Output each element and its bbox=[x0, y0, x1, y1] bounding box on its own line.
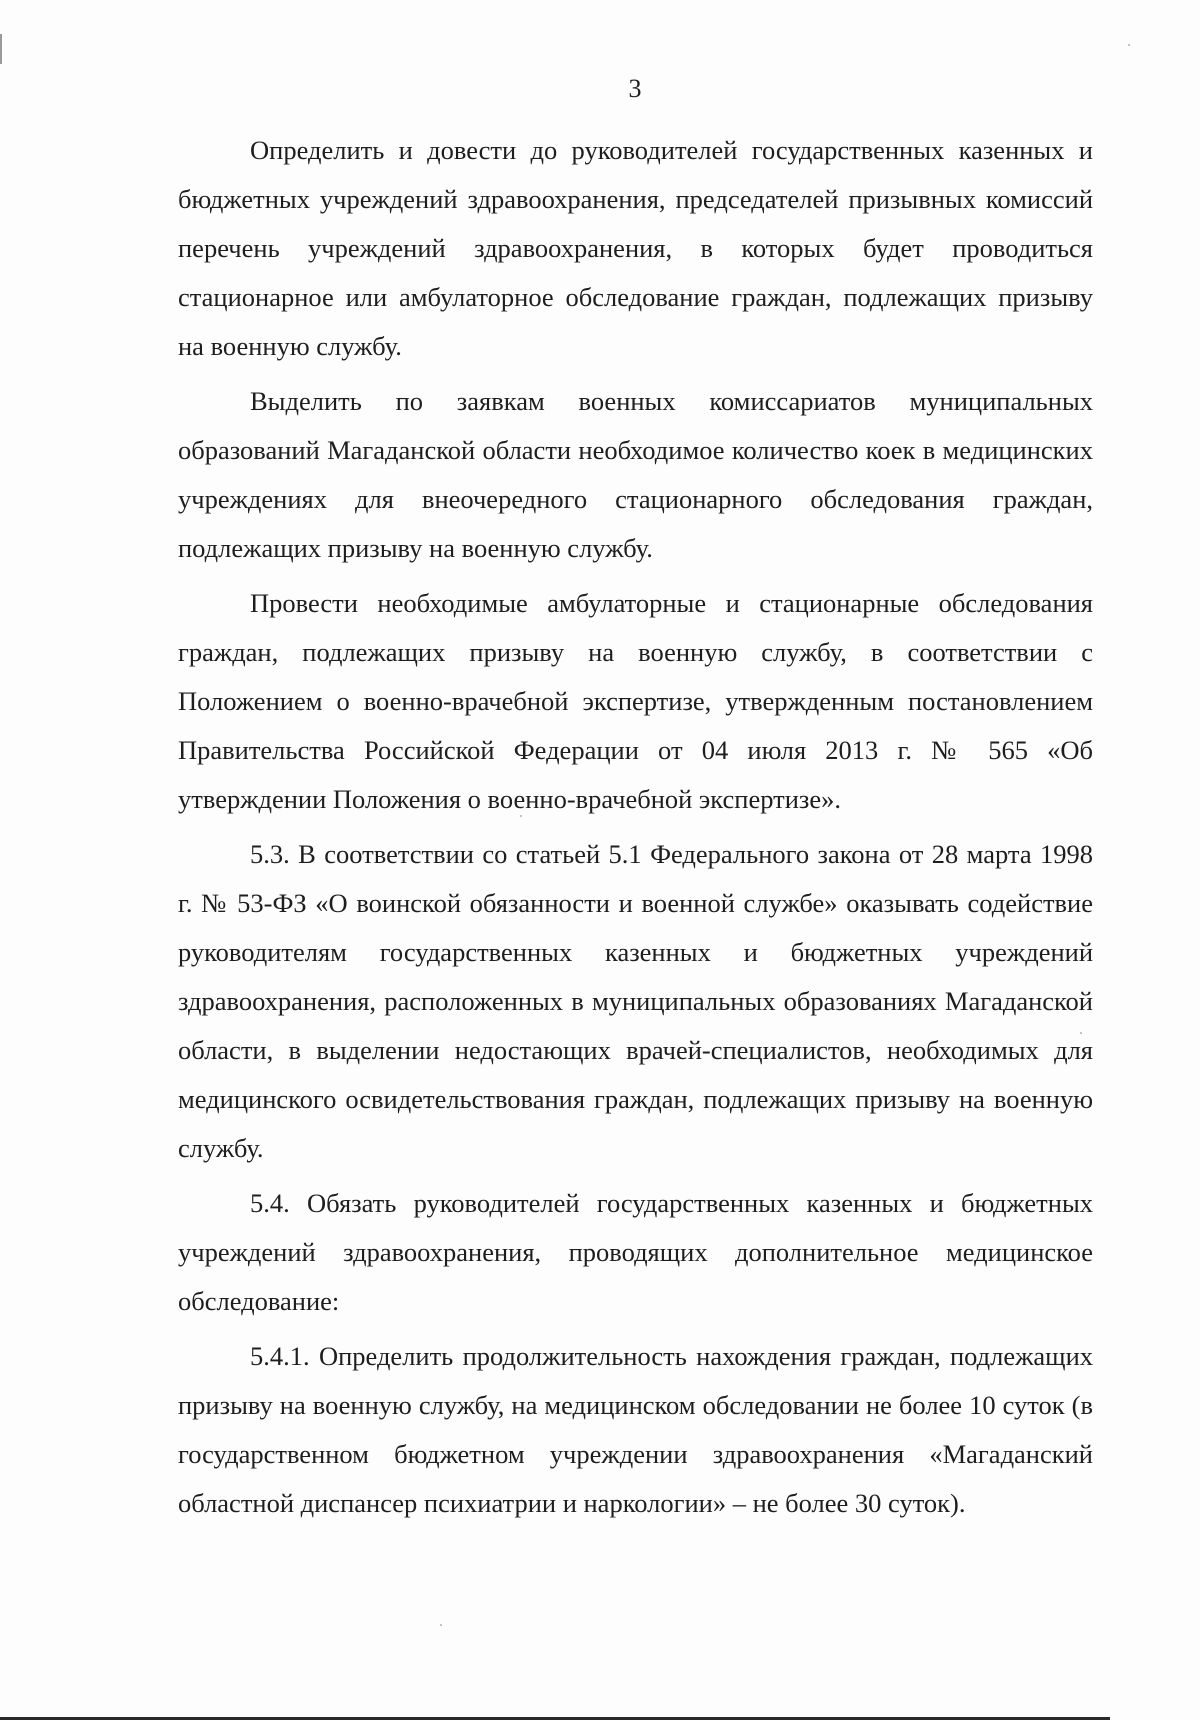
scan-speck bbox=[520, 815, 522, 817]
paragraph-allocate-beds: Выделить по заявкам военных комиссариатов муниципальных образований Магаданской области необходимое количество коек в медицинских учреждениях для внеочередного стационарного обследования граждан, подлежащих призыву на военную службу. bbox=[178, 386, 1093, 563]
document-body bbox=[178, 126, 1093, 1528]
paragraph-section-5-3: 5.3. В соответствии со статьей 5.1 Федерального закона от 28 марта 1998 г. № 53-ФЗ «О воинской обязанности и военной службе» оказывать содействие руководителям государственных казенных и бюджетных учреждений здравоохранения, расположенных в муниципальных образованиях Магаданской области, в выделении недостающих врачей-специалистов, необходимых для медицинского освидетельствования граждан, подлежащих призыву на военную службу. bbox=[178, 839, 1093, 1163]
paragraph-section-5-4: 5.4. Обязать руководителей государственных казенных и бюджетных учреждений здравоохранения, проводящих дополнительное медицинское обследование: bbox=[178, 1188, 1093, 1316]
scan-speck bbox=[1128, 44, 1130, 46]
paragraph-conduct-examinations: Провести необходимые амбулаторные и стационарные обследования граждан, подлежащих призыву на военную службу, в соответствии с Положением о военно-врачебной экспертизе, утвержденным постановлением Правительства Российской Федерации от 04 июля 2013 г. № 565 «Об утверждении Положения о военно-врачебной экспертизе». bbox=[178, 588, 1093, 814]
paragraph-section-5-4-1: 5.4.1. Определить продолжительность нахождения граждан, подлежащих призыву на военную службу, на медицинском обследовании не более 10 суток (в государственном бюджетном учреждении здравоохранения «Магаданский областной диспансер психиатрии и наркологии» – не более 30 суток). bbox=[178, 1341, 1093, 1518]
scan-speck bbox=[440, 1624, 442, 1626]
page-number: 3 bbox=[628, 74, 642, 103]
paragraph-medical-facilities-list: Определить и довести до руководителей государственных казенных и бюджетных учреждений здравоохранения, председателей призывных комиссий перечень учреждений здравоохранения, в которых будет проводиться стационарное или амбулаторное обследование граждан, подлежащих призыву на военную службу. bbox=[178, 135, 1093, 361]
scan-edge-mark bbox=[0, 34, 2, 64]
scan-speck bbox=[1080, 1032, 1082, 1034]
